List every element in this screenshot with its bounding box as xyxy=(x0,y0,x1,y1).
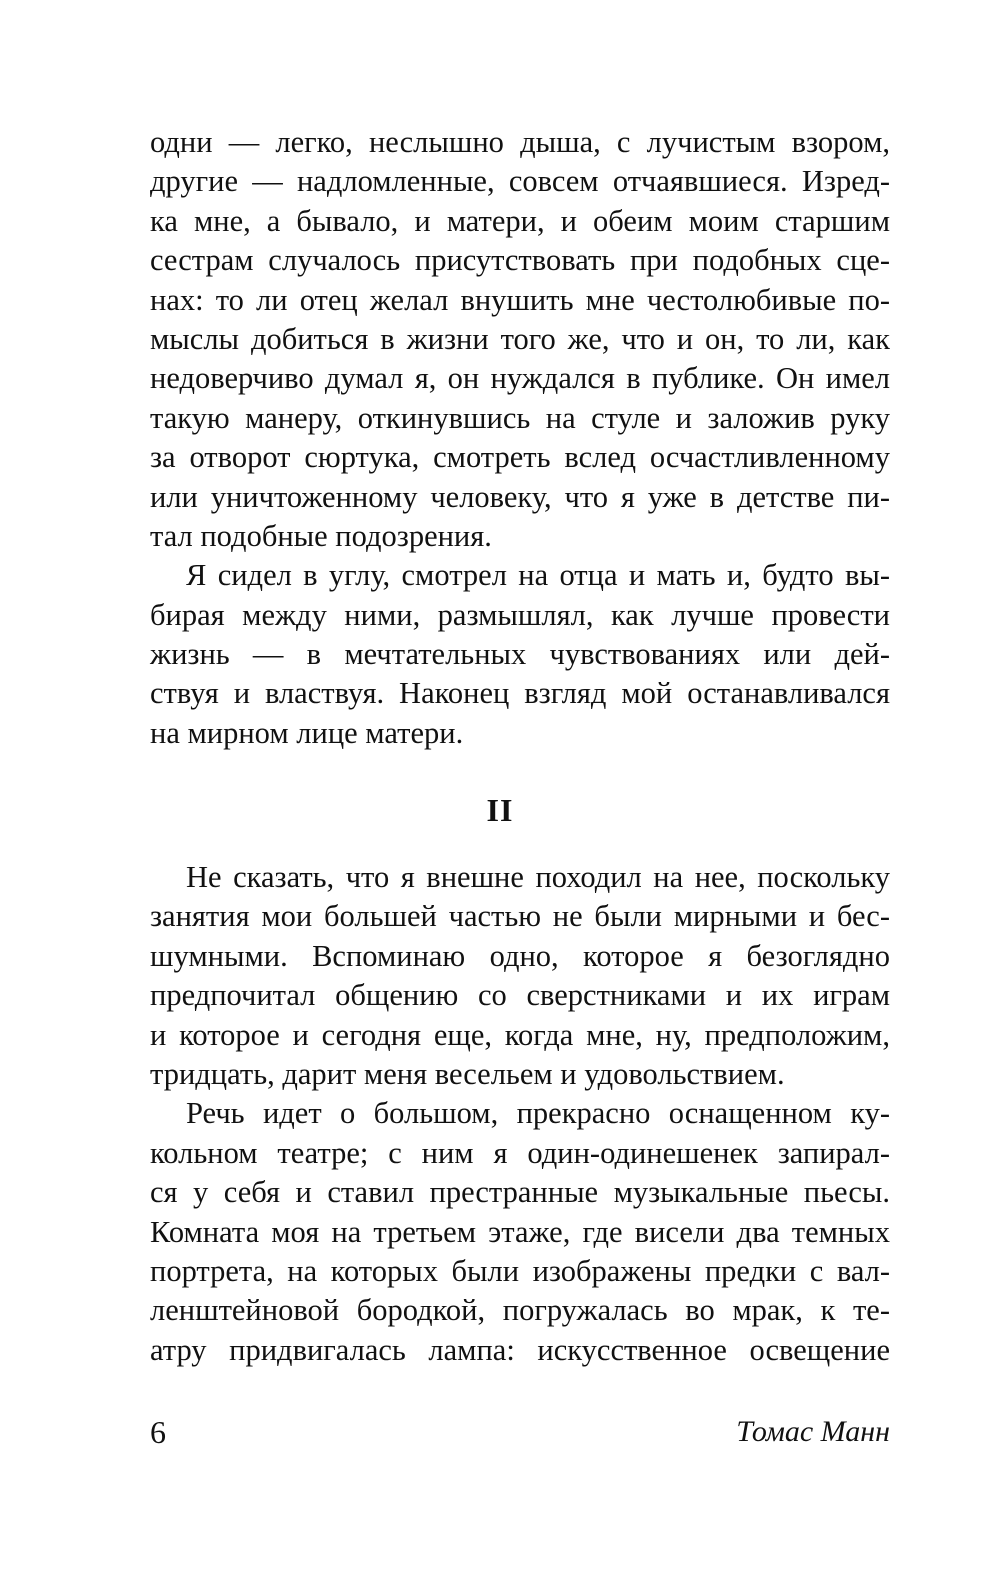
text-line: тал подобные подозрения. xyxy=(150,518,492,553)
text-line: Комната моя на третьем этаже, где висели два темных xyxy=(150,1214,890,1249)
text-line: ленштейновой бородкой, погружалась во мрак, к те- xyxy=(150,1293,890,1328)
text-line: другие — надломленные, совсем отчаявшиеся. Изред- xyxy=(150,164,890,199)
paragraph-start-line: Речь идет о большом, прекрасно оснащенном ку- xyxy=(186,1096,890,1131)
text-line: бирая между ними, размышлял, как лучше провести xyxy=(150,597,890,632)
text-line: нах: то ли отец желал внушить мне честолюбивые по- xyxy=(150,282,890,317)
running-author: Томас Манн xyxy=(736,1415,890,1448)
page-number: 6 xyxy=(150,1414,166,1450)
text-line: тридцать, дарит меня весельем и удовольствием. xyxy=(150,1056,785,1091)
text-line: ствуя и властвуя. Наконец взгляд мой останавливался xyxy=(150,676,890,711)
text-line: на мирном лице матери. xyxy=(150,715,464,750)
text-line: занятия мои большей частью не были мирными и бес- xyxy=(150,899,890,934)
text-line: и которое и сегодня еще, когда мне, ну, предположим, xyxy=(150,1017,890,1052)
text-section-2 xyxy=(150,858,890,1370)
paragraph-start-line: Я сидел в углу, смотрел на отца и мать и, будто вы- xyxy=(186,558,890,593)
text-line: мыслы добиться в жизни того же, что и он, то ли, как xyxy=(150,321,890,356)
text-line: жизнь — в мечтательных чувствованиях или дей- xyxy=(150,637,890,672)
text-line: кольном театре; с ним я один-одинешенек запирал- xyxy=(150,1135,890,1170)
text-line: предпочитал общению со сверстниками и их играм xyxy=(150,978,890,1013)
text-line: одни — легко, неслышно дыша, с лучистым взором, xyxy=(150,125,890,159)
text-line: за отворот сюртука, смотреть вслед осчастливленному xyxy=(150,440,890,475)
text-line: сестрам случалось присутствовать при подобных сце- xyxy=(150,243,890,278)
text-section-1 xyxy=(150,123,890,753)
text-line: шумными. Вспоминаю одно, которое я безоглядно xyxy=(150,938,890,973)
text-line: ся у себя и ставил престранные музыкальные пьесы. xyxy=(150,1175,890,1210)
chapter-heading: II xyxy=(486,792,514,828)
text-line: атру придвигалась лампа: искусственное освещение xyxy=(150,1332,890,1367)
text-line: или уничтоженному человеку, что я уже в детстве пи- xyxy=(150,479,890,514)
text-line: портрета, на которых были изображены предки с вал- xyxy=(150,1253,890,1288)
text-line: такую манеру, откинувшись на стуле и заложив руку xyxy=(150,400,890,435)
text-line: ка мне, а бывало, и матери, и обеим моим старшим xyxy=(150,203,890,238)
paragraph-start-line: Не сказать, что я внешне походил на нее, поскольку xyxy=(186,860,890,894)
text-line: недоверчиво думал я, он нуждался в публике. Он имел xyxy=(150,361,890,396)
page-footer xyxy=(150,1410,890,1454)
